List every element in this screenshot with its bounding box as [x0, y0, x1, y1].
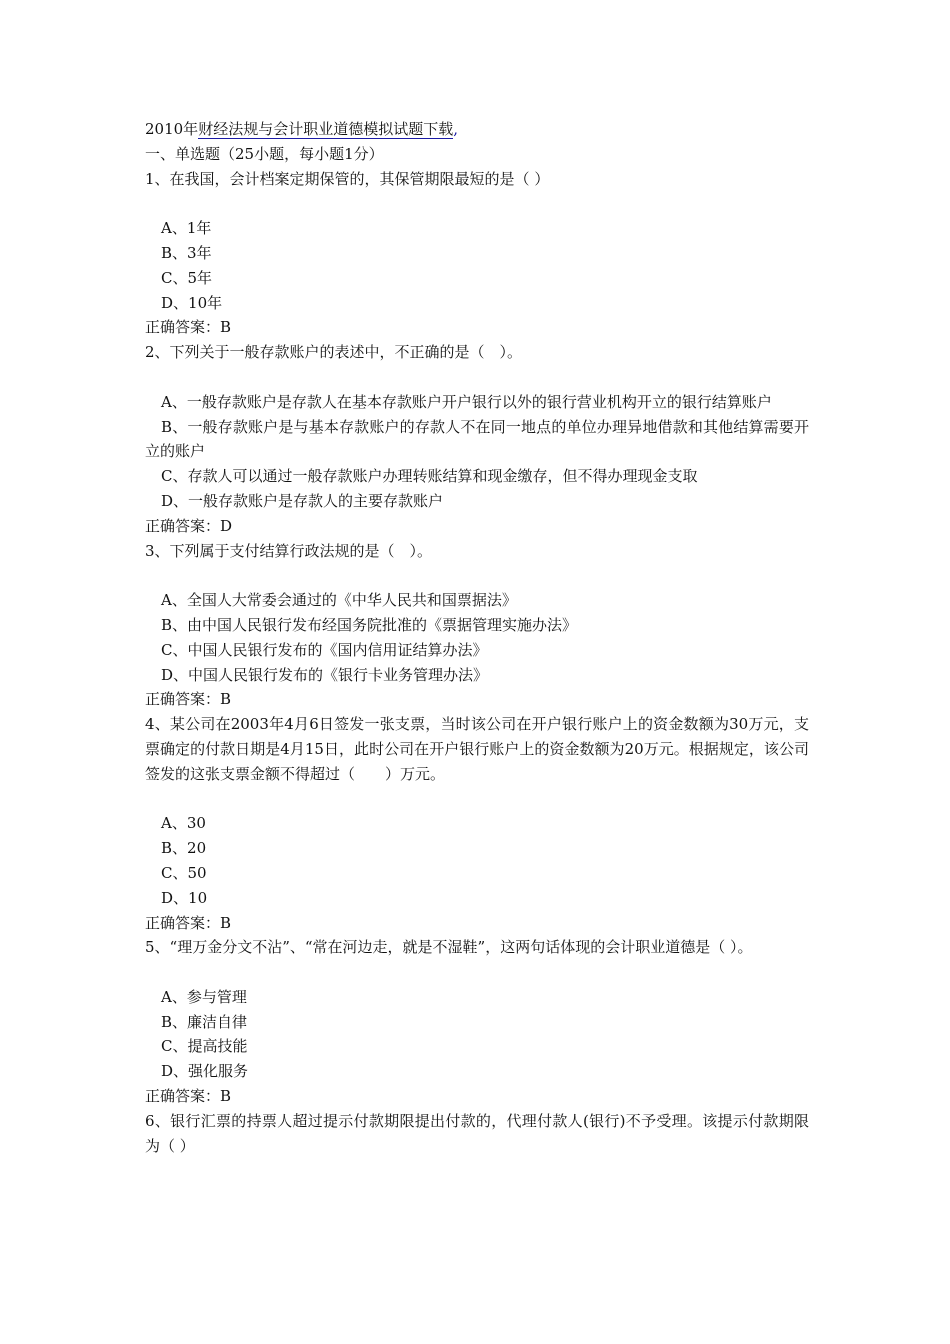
option-d: D、10年 — [161, 293, 223, 312]
spacer — [145, 960, 809, 985]
option-b: B、廉洁自律 — [161, 1012, 248, 1031]
question-stem: 4、某公司在2003年4月6日签发一张支票，当时该公司在开户银行账户上的资金数额为30万元，支票确定的付款日期是4月15日，此时公司在开户银行账户上的资金数额为20万元。根据规定，该公司签发的这张支票金额不得超过（ ）万元。 — [145, 715, 809, 783]
spacer — [145, 191, 809, 216]
option-a: A、一般存款账户是存款人在基本存款账户开户银行以外的银行营业机构开立的银行结算账户 — [161, 392, 772, 411]
option-c: C、50 — [161, 863, 207, 882]
option-a: A、1年 — [161, 219, 212, 238]
spacer — [145, 787, 809, 812]
answer-line: 正确答案：B — [145, 690, 232, 709]
answer-line: 正确答案：B — [145, 913, 232, 932]
option-a: A、全国人大常委会通过的《中华人民共和国票据法》 — [161, 591, 517, 610]
question-stem: 5、“理万金分文不沾”、“常在河边走，就是不湿鞋”，这两句话体现的会计职业道德是（ ）。 — [145, 938, 753, 957]
question-stem: 3、下列属于支付结算行政法规的是（ ）。 — [145, 541, 433, 560]
question-stem: 1、在我国，会计档案定期保管的，其保管期限最短的是（ ） — [145, 169, 550, 188]
option-a: A、参与管理 — [161, 987, 247, 1006]
document-page — [145, 117, 809, 1158]
title-year: 2010年 — [145, 120, 199, 138]
option-b: B、20 — [161, 839, 207, 858]
option-d: D、10 — [161, 888, 208, 907]
option-c: C、提高技能 — [161, 1037, 248, 1056]
answer-line: 正确答案：B — [145, 1087, 232, 1106]
question-stem: 6、银行汇票的持票人超过提示付款期限提出付款的，代理付款人(银行)不予受理。该提示付款期限为（ ） — [145, 1111, 809, 1155]
spacer — [145, 563, 809, 588]
answer-line: 正确答案：B — [145, 318, 232, 337]
title-tail: , — [453, 120, 458, 138]
option-c: C、存款人可以通过一般存款账户办理转账结算和现金缴存，但不得办理现金支取 — [161, 467, 698, 486]
option-a: A、30 — [161, 814, 206, 833]
option-d: D、一般存款账户是存款人的主要存款账户 — [161, 491, 444, 510]
question-stem: 2、下列关于一般存款账户的表述中，不正确的是（ ）。 — [145, 343, 523, 362]
answer-line: 正确答案：D — [145, 516, 233, 535]
spacer — [145, 365, 809, 390]
title-link[interactable]: 财经法规与会计职业道德模拟试题下载 — [198, 120, 454, 138]
document-title — [145, 117, 809, 142]
option-c: C、中国人民银行发布的《国内信用证结算办法》 — [161, 640, 488, 659]
option-c: C、5年 — [161, 268, 213, 287]
option-d: D、中国人民银行发布的《银行卡业务管理办法》 — [161, 665, 489, 684]
option-d: D、强化服务 — [161, 1062, 249, 1081]
option-b: B、由中国人民银行发布经国务院批准的《票据管理实施办法》 — [161, 615, 578, 634]
option-b: B、3年 — [161, 243, 212, 262]
section-heading: 一、单选题（25小题，每小题1分） — [145, 144, 384, 163]
option-b: B、一般存款账户是与基本存款账户的存款人不在同一地点的单位办理异地借款和其他结算需要开立的账户 — [145, 417, 809, 461]
